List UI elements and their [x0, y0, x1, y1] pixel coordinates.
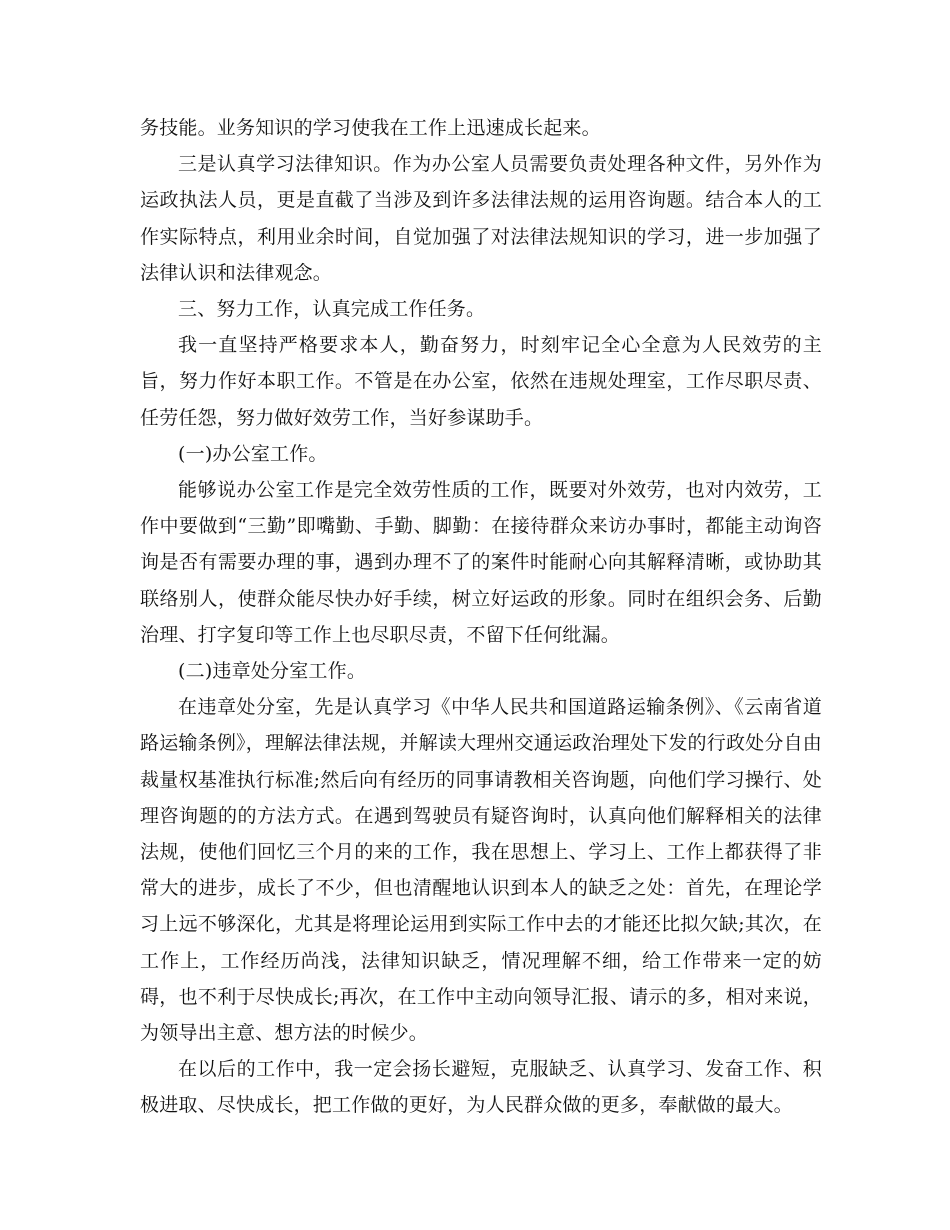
subheading-violation-office: (二)违章处分室工作。 — [178, 660, 367, 683]
paragraph-violation-office: 在违章处分室，先是认真学习《中华人民共和国道路运输条例》、《云南省道路运输条例》，理解法律法规，并解读大理州交通运政治理处下发的行政处分自由裁量权基准执行标准;然后向有经历的同事请教相关咨询题，向他们学习操行、处理咨询题的的方法方式。在遇到驾驶员有疑咨询时，认真向他们解释相关的法律法规，使他们回忆三个月的来的工作，我在思想上、学习上、工作上都获得了非常大的进步，成长了不少，但也清醒地认识到本人的缺乏之处：首先，在理论学习上远不够深化，尤其是将理论运用到实际工作中去的才能还比拟欠缺;其次，在工作上，工作经历尚浅，法律知识缺乏，情况理解不细，给工作带来一定的妨碍，也不利于尽快成长;再次，在工作中主动向领导汇报、请示的多，相对来说，为领导出主意、想方法的时候少。 — [140, 696, 822, 1045]
paragraph-work-attitude: 我一直坚持严格要求本人，勤奋努力，时刻牢记全心全意为人民效劳的主旨，努力作好本职工作。不管是在办公室，依然在违规处理室，工作尽职尽责、任劳任怨，努力做好效劳工作，当好参谋助手。 — [140, 334, 822, 429]
paragraph-continued: 务技能。业务知识的学习使我在工作上迅速成长起来。 — [140, 117, 601, 139]
subheading-office-work: (一)办公室工作。 — [178, 442, 328, 465]
section-heading-3: 三、努力工作，认真完成工作任务。 — [178, 298, 486, 321]
paragraph-legal-knowledge: 三是认真学习法律知识。作为办公室人员需要负责处理各种文件，另外作为运政执法人员，更是直截了当涉及到许多法律法规的运用咨询题。结合本人的工作实际特点，利用业余时间，自觉加强了对法律法规知识的学习，进一步加强了法律认识和法律观念。 — [140, 153, 822, 284]
paragraph-office-work: 能够说办公室工作是完全效劳性质的工作，既要对外效劳，也对内效劳，工作中要做到“三勤”即嘴勤、手勤、脚勤：在接待群众来访办事时，都能主动询咨询是否有需要办理的事，遇到办理不了的案件时能耐心向其解释清晰，或协助其联络别人，使群众能尽快办好手续，树立好运政的形象。同时在组织会务、后勤治理、打字复印等工作上也尽职尽责，不留下任何纰漏。 — [140, 479, 822, 646]
paragraph-conclusion: 在以后的工作中，我一定会扬长避短，克服缺乏、认真学习、发奋工作、积极进取、尽快成长，把工作做的更好，为人民群众做的更多，奉献做的最大。 — [140, 1058, 822, 1117]
document-page — [140, 110, 822, 1124]
